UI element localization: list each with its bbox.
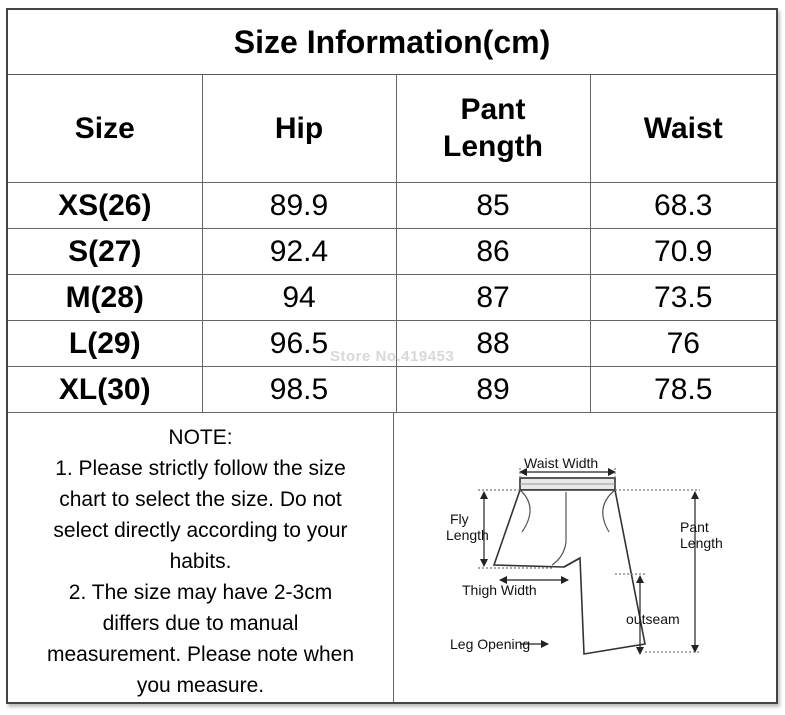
waist-width-label: Waist Width: [524, 455, 599, 471]
measurement-diagram: [394, 412, 776, 702]
header-hip: Hip: [202, 74, 396, 183]
header-row: [8, 74, 776, 183]
notes-line: differs due to manual: [102, 612, 299, 635]
notes-line: measurement. Please note when: [46, 643, 354, 666]
notes-line: habits.: [169, 550, 232, 573]
size-table: [8, 74, 776, 413]
size-cell: XS(26): [8, 183, 202, 229]
notes-line: chart to select the size. Do not: [59, 488, 342, 511]
header-size: Size: [8, 74, 202, 183]
outseam-label: outseam: [626, 611, 680, 627]
hip-cell: 94: [202, 275, 396, 321]
shorts-outline: [494, 478, 645, 654]
waist-cell: 73.5: [590, 275, 776, 321]
leg-opening-label: Leg Opening: [450, 636, 531, 652]
pant-length-label-2: Length: [680, 535, 723, 551]
notes-line: 2. The size may have 2-3cm: [68, 581, 333, 604]
table-row: [8, 321, 776, 367]
size-chart: [6, 8, 778, 704]
table-row: [8, 367, 776, 413]
size-cell: S(27): [8, 229, 202, 275]
header-pant-length: [396, 74, 590, 183]
notes-line: you measure.: [136, 674, 265, 697]
hip-cell: 98.5: [202, 367, 396, 413]
fly-length-label-2: Length: [446, 527, 489, 543]
waist-cell: 76: [590, 321, 776, 367]
notes-line: 1. Please strictly follow the size: [55, 457, 346, 480]
pant-length-cell: 89: [396, 367, 590, 413]
shorts-body: [494, 490, 645, 654]
chart-title: Size Information(cm): [8, 10, 776, 75]
size-cell: M(28): [8, 275, 202, 321]
header-pant-length-label: Pant Length: [443, 93, 543, 163]
pant-length-cell: 87: [396, 275, 590, 321]
thigh-width-label: Thigh Width: [462, 582, 537, 598]
size-cell: XL(30): [8, 367, 202, 413]
waist-cell: 78.5: [590, 367, 776, 413]
notes-line: select directly according to your: [53, 519, 348, 542]
pant-length-cell: 88: [396, 321, 590, 367]
waist-cell: 68.3: [590, 183, 776, 229]
waist-cell: 70.9: [590, 229, 776, 275]
store-watermark: Store No.419453: [330, 348, 455, 365]
hip-cell: 92.4: [202, 229, 396, 275]
fly-length-label-1: Fly: [450, 511, 469, 527]
pant-length-cell: 85: [396, 183, 590, 229]
pant-length-cell: 86: [396, 229, 590, 275]
notes-heading: NOTE:: [168, 426, 233, 449]
table-row: [8, 183, 776, 229]
size-cell: L(29): [8, 321, 202, 367]
hip-cell: 89.9: [202, 183, 396, 229]
hip-cell: 96.5: [202, 321, 396, 367]
header-waist: Waist: [590, 74, 776, 183]
pant-length-label-1: Pant: [680, 519, 709, 535]
table-row: [8, 229, 776, 275]
notes-panel: [8, 412, 394, 702]
table-row: [8, 275, 776, 321]
shorts-diagram-svg: [394, 412, 776, 702]
